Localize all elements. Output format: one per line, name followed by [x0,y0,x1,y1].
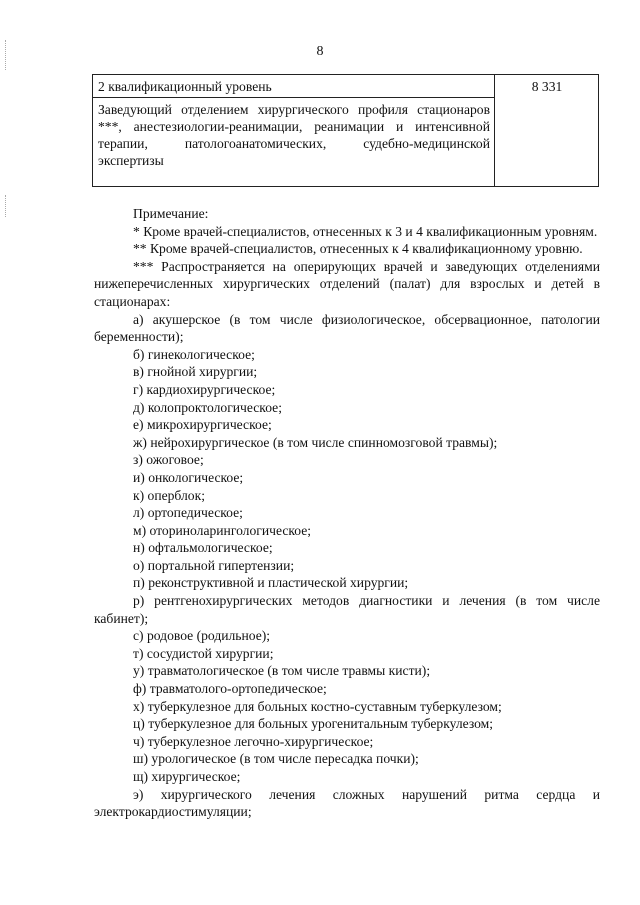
list-item: х) туберкулезное для больных костно-суставным туберкулезом; [133,698,502,714]
list-item: ц) туберкулезное для больных урогенитальным туберкулезом; [133,716,494,732]
list-item: л) ортопедическое; [133,505,243,521]
list-item: и) онкологическое; [133,469,244,485]
qualification-table [92,74,599,187]
note-2: ** Кроме врачей-специалистов, отнесенных к 4 квалификационному уровню. [133,241,583,257]
list-item: т) сосудистой хирургии; [133,645,274,661]
list-item: ф) травматолого-ортопедическое; [133,681,327,697]
list-item: э) хирургического лечения сложных нарушений ритма сердца и электрокардиостимуляции; [94,786,600,820]
list-item: б) гинекологическое; [133,346,255,362]
department-list [94,311,600,821]
notes-heading: Примечание: [133,206,209,221]
list-item: д) колопроктологическое; [133,399,282,415]
position-description-cell: Заведующий отделением хирургического профиля стационаров ***, анестезиологии-реанимации, реанимации и интенсивной терапии, патологоанатомических, судебно-медицинской экспертизы [93,98,495,187]
list-item: в) гнойной хирургии; [133,364,258,380]
salary-value-cell: 8 331 [495,75,599,187]
table-row [93,75,599,98]
list-item: е) микрохирургическое; [133,417,272,433]
list-item: п) реконструктивной и пластической хирургии; [133,575,409,591]
list-item: ч) туберкулезное легочно-хирургическое; [133,733,374,749]
qualification-level-cell: 2 квалификационный уровень [93,75,495,98]
list-item: г) кардиохирургическое; [133,381,276,397]
notes-section [94,205,600,821]
list-item: а) акушерское (в том числе физиологическое, обсервационное, патологии беременности); [94,311,600,345]
list-item: с) родовое (родильное); [133,628,271,644]
page-number: 8 [316,44,324,59]
note-3: *** Распространяется на оперирующих врачей и заведующих отделениями нижеперечисленных хирургических отделений (палат) для взрослых и детей в стационарах: [94,258,600,309]
list-item: у) травматологическое (в том числе травмы кисти); [133,663,431,679]
list-item: ш) урологическое (в том числе пересадка почки); [133,751,419,767]
list-item: о) портальной гипертензии; [133,557,295,573]
list-item: щ) хирургическое; [133,769,241,784]
margin-scan-mark [5,195,7,217]
list-item: ж) нейрохирургическое (в том числе спинномозговой травмы); [133,434,498,450]
list-item: з) ожоговое; [133,452,204,468]
list-item: м) оториноларингологическое; [133,522,312,538]
list-item: р) рентгенохирургических методов диагностики и лечения (в том числе кабинет); [94,593,600,626]
list-item: к) оперблок; [133,487,205,503]
note-1: * Кроме врачей-специалистов, отнесенных к 3 и 4 квалификационным уровням. [133,223,598,239]
list-item: н) офтальмологическое; [133,540,273,556]
